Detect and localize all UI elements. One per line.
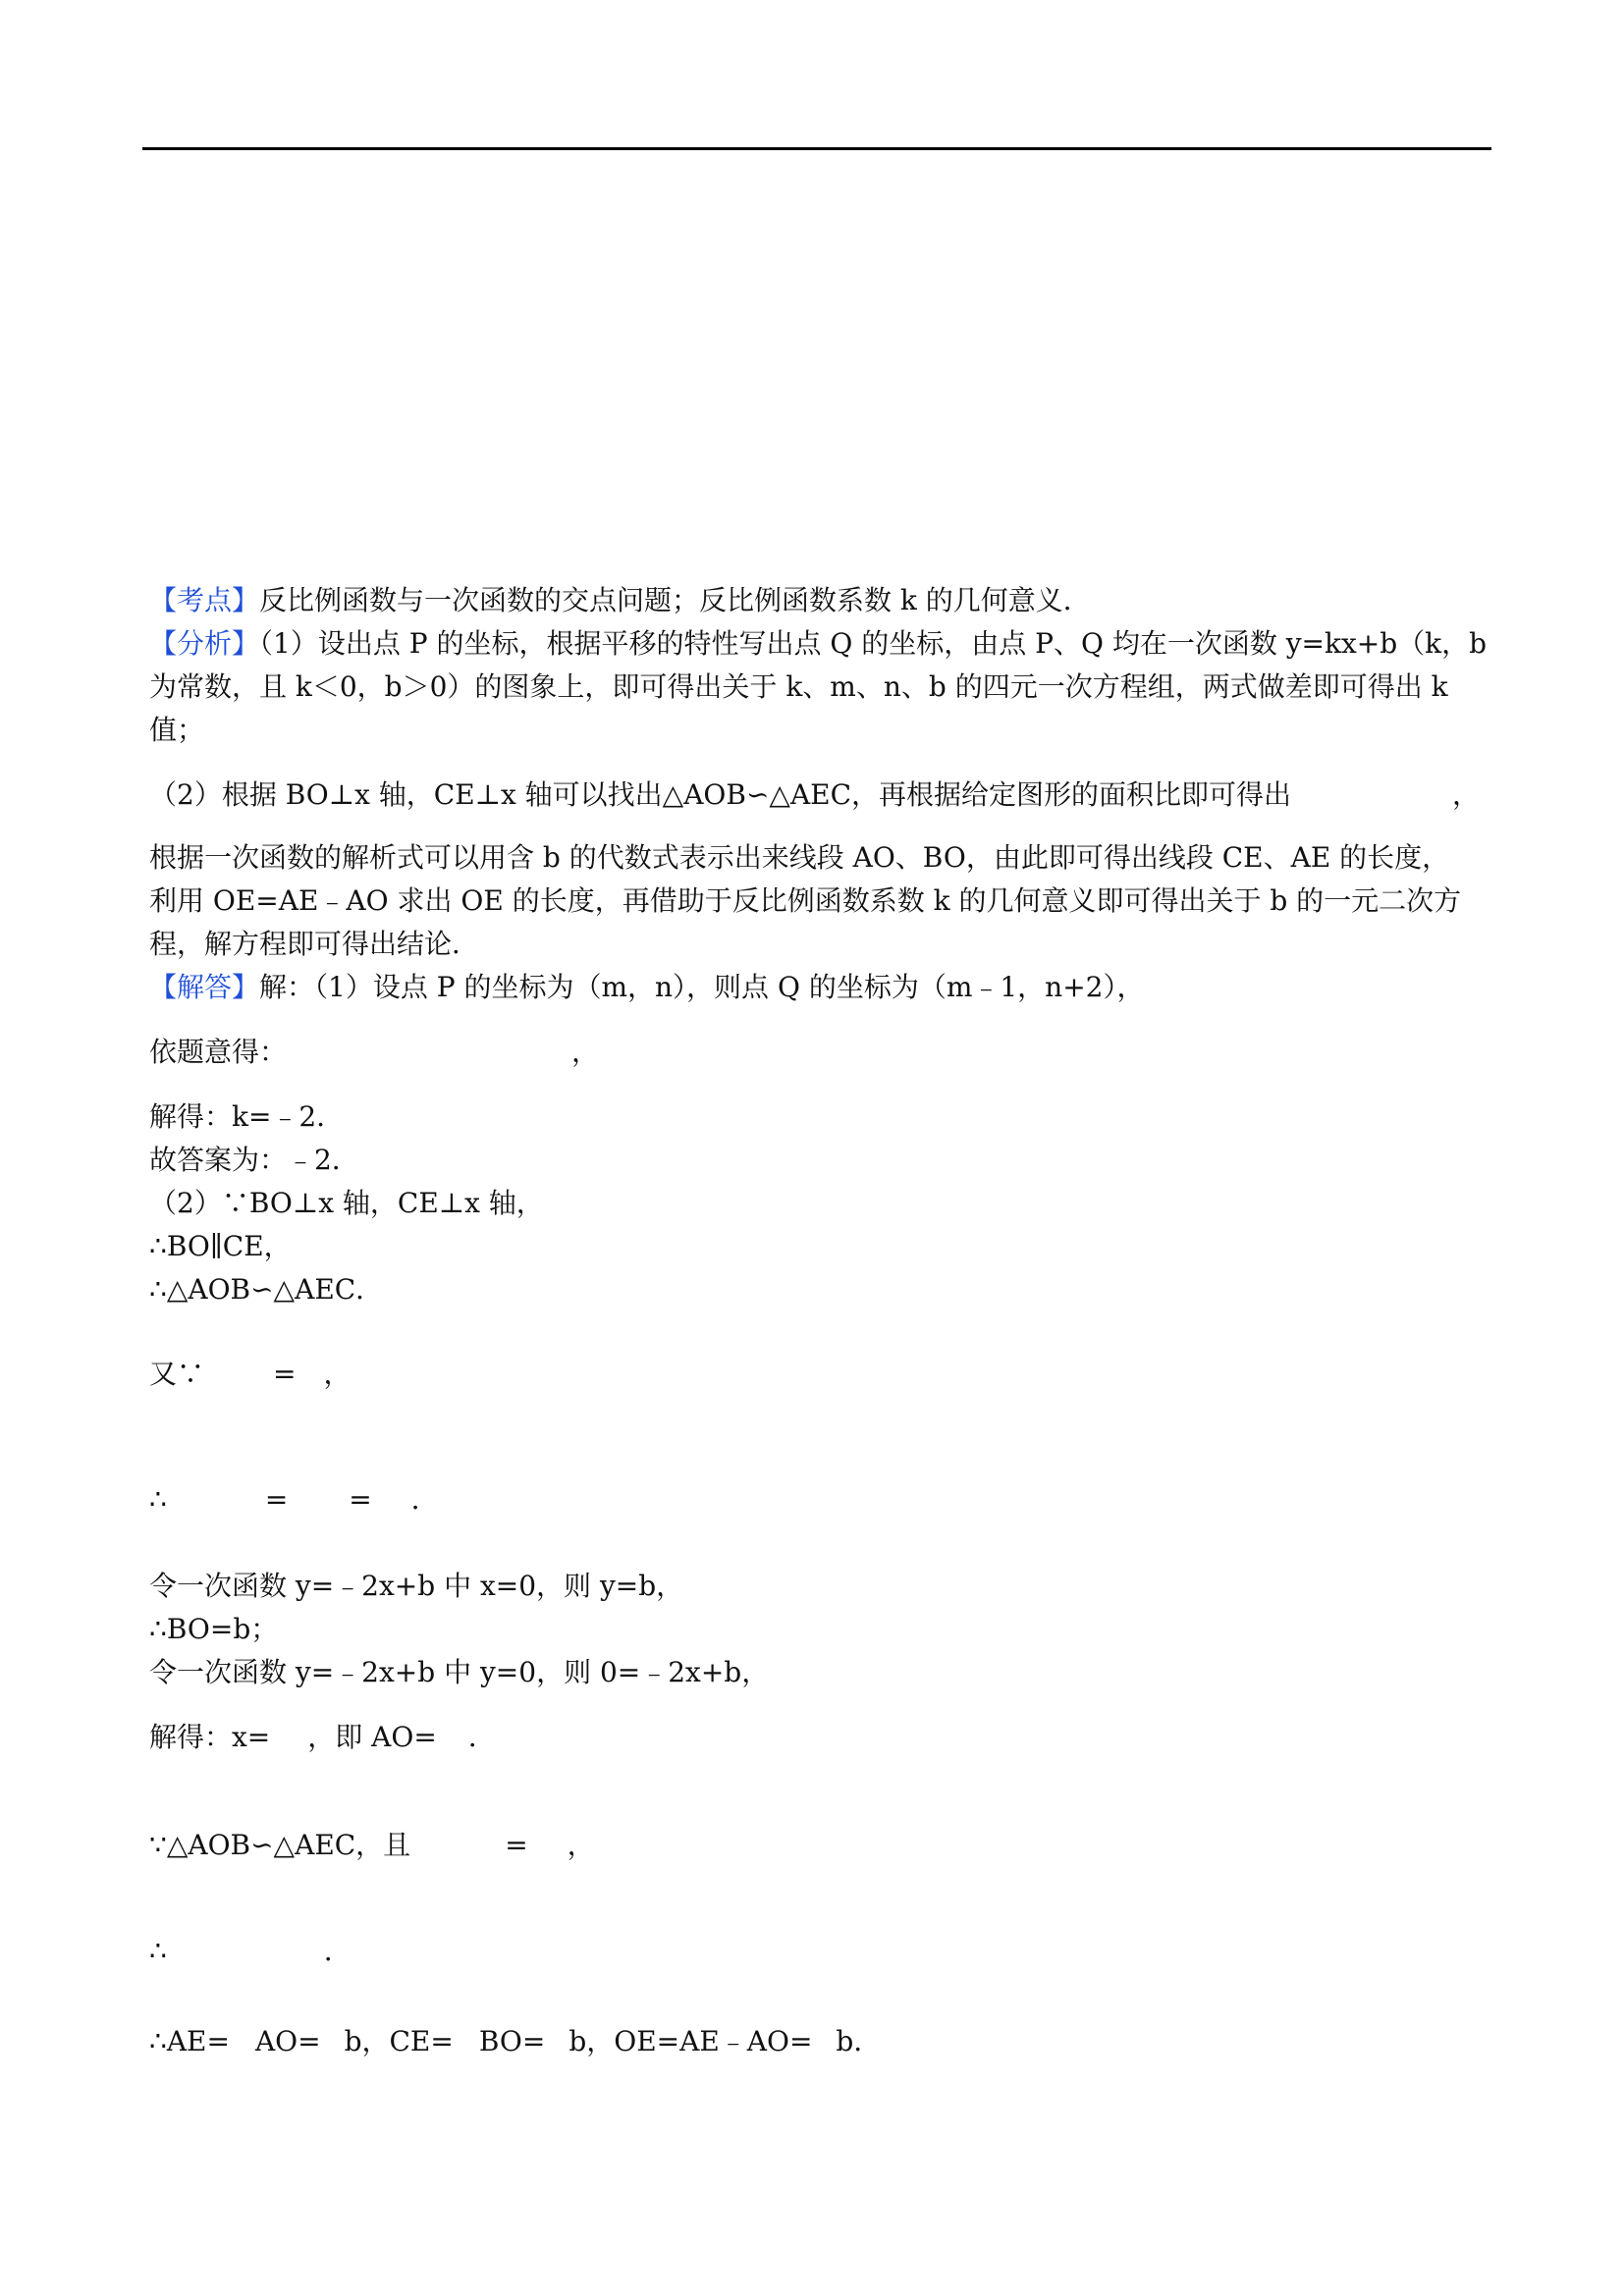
solution-line-7: ∴△AOB∽△AEC． [149, 1273, 384, 1306]
solution-line-4: 故答案为：﹣2． [149, 1144, 359, 1176]
solution-text-2a: 依题意得： [149, 1036, 288, 1068]
solution-comma: ， [571, 1036, 600, 1068]
solution-line-2 [149, 1033, 599, 1072]
sol16-e: b，OE=AE﹣AO= [568, 2025, 813, 2057]
solution-line-8 [149, 1355, 352, 1394]
solution-line-16 [149, 2022, 881, 2061]
solution-line-10: 令一次函数 y=﹣2x+b 中 x=0，则 y=b， [149, 1570, 684, 1602]
solution-line-15 [149, 1932, 352, 1971]
sol16-d: BO= [478, 2025, 546, 2057]
analysis-line-7: 程，解方程即可得出结论． [149, 928, 480, 960]
sol8-eq: = [273, 1358, 297, 1390]
analysis-tag: 【分析】 [149, 627, 260, 660]
analysis-line-6: 利用 OE=AE﹣AO 求出 OE 的长度，再借助于反比例函数系数 k 的几何意义即可得出关于 b 的一元二次方 [149, 884, 1462, 917]
solution-line-13 [149, 1718, 496, 1757]
sol13-c: ． [467, 1721, 496, 1753]
sol15-period: ． [323, 1935, 352, 1967]
analysis-line-4 [149, 775, 1480, 815]
header-rule [142, 147, 1491, 150]
sol16-f: b． [836, 2025, 882, 2057]
sol13-a: 解得：x= [149, 1721, 271, 1753]
analysis-comma: ， [1452, 778, 1481, 811]
analysis-line-1 [149, 624, 1487, 664]
sol9-therefore: ∴ [149, 1483, 167, 1516]
sol8-a: 又∵ [149, 1358, 205, 1390]
kaodian-tag: 【考点】 [149, 584, 260, 616]
kaodian-line [149, 581, 1091, 620]
sol14-a: ∵△AOB∽△AEC，且 [149, 1829, 411, 1861]
solution-line-11: ∴BO=b； [149, 1613, 279, 1645]
solution-tag: 【解答】 [149, 971, 260, 1003]
sol16-a: ∴AE= [149, 2025, 230, 2057]
solution-text-1: 解：（1）设点 P 的坐标为（m，n），则点 Q 的坐标为（m﹣1，n+2）， [259, 971, 1145, 1003]
kaodian-text: 反比例函数与一次函数的交点问题；反比例函数系数 k 的几何意义． [259, 584, 1091, 616]
sol16-c: b，CE= [344, 2025, 454, 2057]
solution-line-5: （2）∵BO⊥x 轴，CE⊥x 轴， [149, 1187, 544, 1219]
solution-line-12: 令一次函数 y=﹣2x+b 中 y=0，则 0=﹣2x+b， [149, 1656, 770, 1688]
analysis-line-5: 根据一次函数的解析式可以用含 b 的代数式表示出来线段 AO、BO，由此即可得出线段 CE、AE 的长度， [149, 841, 1450, 874]
solution-line-9 [149, 1480, 439, 1520]
sol14-eq: = [505, 1829, 528, 1861]
solution-line-6: ∴BO∥CE， [149, 1230, 292, 1262]
sol13-b: ，即 AO= [307, 1721, 437, 1753]
analysis-text-1: （1）设出点 P 的坐标，根据平移的特性写出点 Q 的坐标，由点 P、Q 均在一次函数 y=kx+b（k，b [259, 627, 1488, 660]
analysis-text-4: （2）根据 BO⊥x 轴，CE⊥x 轴可以找出△AOB∽△AEC，再根据给定图形的面积比即可得出 [149, 778, 1292, 811]
sol8-comma: ， [323, 1358, 352, 1390]
sol9-eq2: = [349, 1483, 372, 1516]
sol14-comma: ， [567, 1829, 595, 1861]
sol15-therefore: ∴ [149, 1935, 167, 1967]
solution-line-14 [149, 1826, 595, 1865]
sol16-b: AO= [254, 2025, 321, 2057]
solution-line-3: 解得：k=﹣2． [149, 1100, 345, 1133]
sol9-period: ． [410, 1483, 439, 1516]
sol9-eq1: = [264, 1483, 289, 1516]
analysis-line-2: 为常数，且 k＜0，b＞0）的图象上，即可得出关于 k、m、n、b 的四元一次方程组，两式做差即可得出 k [149, 670, 1448, 703]
solution-line-1 [149, 968, 1145, 1007]
analysis-line-3: 值； [149, 714, 205, 746]
